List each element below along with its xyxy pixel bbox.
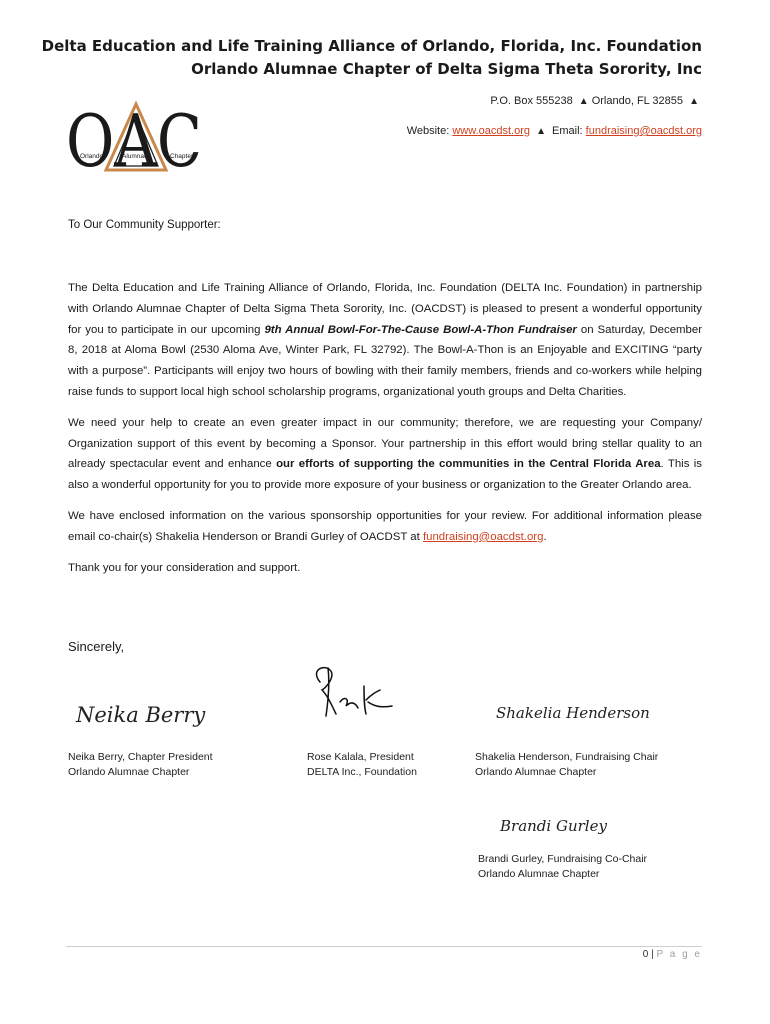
paragraph-request xyxy=(68,413,702,496)
website-link[interactable]: www.oacdst.org xyxy=(452,125,530,137)
city-state-zip: Orlando, FL 32855 xyxy=(591,95,684,107)
org-title-line-1: Delta Education and Life Training Alliance of Orlando, Florida, Inc. Foundation xyxy=(41,37,702,55)
email-label: Email: xyxy=(552,125,583,137)
paragraph-text: . This is also a wonderful opportunity for you to provide more exposure of your business or organization to the Greater Orlando area. xyxy=(68,458,702,492)
event-name: 9th Annual Bowl-For-The-Cause Bowl-A-Thon Fundraiser xyxy=(264,323,577,336)
svg-text:Alumnae: Alumnae xyxy=(122,153,148,160)
paragraph-text: on Saturday, December 8, 2018 at Aloma Bowl (2530 Aloma Ave, Winter Park, FL 32792). The Bowl-A-Thon is an Enjoyable and EXCITING “party with a purpose”. Participants will enjoy two hours of bowling with their family members, friends and co-workers while helping raise funds to support local high school scholarship programs, organizational youth groups and Delta Charities. xyxy=(68,323,702,398)
signer-name-title: Shakelia Henderson, Fundraising Chair xyxy=(475,751,659,763)
signer-shakelia-henderson xyxy=(475,750,658,780)
signer-organization: Orlando Alumnae Chapter xyxy=(478,868,600,880)
email-link[interactable]: fundraising@oacdst.org xyxy=(422,530,544,543)
page-number-separator: | xyxy=(651,949,654,960)
salutation: To Our Community Supporter: xyxy=(68,219,221,231)
signature-shakelia-henderson xyxy=(494,698,654,726)
svg-text:Orlando: Orlando xyxy=(80,153,104,160)
mailing-address xyxy=(490,95,702,107)
page-label: P a g e xyxy=(656,949,702,960)
signer-organization: DELTA Inc., Foundation xyxy=(307,766,417,778)
paragraph-intro xyxy=(68,278,702,403)
separator-triangle-icon: ▲ xyxy=(689,96,699,107)
po-box: P.O. Box 555238 xyxy=(490,95,573,107)
org-title-line-2: Orlando Alumnae Chapter of Delta Sigma Theta Sorority, Inc xyxy=(191,60,702,78)
closing: Sincerely, xyxy=(68,639,125,654)
svg-text:Brandi Gurley: Brandi Gurley xyxy=(500,817,607,835)
paragraph-text: We need your help to create an even greater impact in our community; therefore, we are requesting your Company/ Organization support of this event by becoming a Sponsor. Your partnership in this effort would bring stellar quality to an already spectacular event and enhance xyxy=(68,416,702,471)
svg-text:Shakelia Henderson: Shakelia Henderson xyxy=(496,704,650,722)
svg-text:OAC: OAC xyxy=(66,100,202,176)
paragraph-text: . xyxy=(543,530,547,543)
web-contact xyxy=(407,125,702,137)
separator-triangle-icon: ▲ xyxy=(578,96,589,107)
email-link[interactable]: fundraising@oacdst.org xyxy=(585,125,702,137)
paragraph-thanks: Thank you for your consideration and support. xyxy=(68,561,301,574)
signer-rose-kalala xyxy=(307,750,417,780)
signer-neika-berry xyxy=(68,750,213,780)
paragraph-contact xyxy=(68,506,702,548)
letter-body xyxy=(68,278,702,588)
signer-brandi-gurley xyxy=(478,852,647,882)
signature-rose-kalala xyxy=(306,662,396,722)
paragraph-text: We have enclosed information on the various sponsorship opportunities for your review. For additional information please email co-chair(s) Shakelia Henderson or Brandi Gurley of OACDST at xyxy=(68,509,702,543)
signer-name-title: Rose Kalala, President xyxy=(307,751,414,763)
signer-organization: Orlando Alumnae Chapter xyxy=(68,766,190,778)
page-number xyxy=(643,949,702,960)
page-number-value: 0 xyxy=(642,949,649,960)
signer-organization: Orlando Alumnae Chapter xyxy=(475,766,597,778)
signature-brandi-gurley xyxy=(498,811,628,839)
paragraph-text: The Delta Education and Life Training Alliance of Orlando, Florida, Inc. Foundation (DELTA Inc. Foundation) in partnership with Orlando Alumnae Chapter of Delta Sigma Theta Sorority, Inc. (OACDST) is pleased to present a wonderful opportunity for you to participate in our upcoming xyxy=(68,282,702,336)
signature-neika-berry xyxy=(72,694,222,730)
svg-text:Chapter: Chapter xyxy=(170,153,194,160)
signer-name-title: Neika Berry, Chapter President xyxy=(68,751,213,763)
separator-triangle-icon: ▲ xyxy=(536,126,546,137)
website-label: Website: xyxy=(406,125,450,137)
footer-divider xyxy=(66,946,702,947)
emphasis-text: our efforts of supporting the communities in the Central Florida Area xyxy=(276,458,661,471)
svg-text:Neika Berry: Neika Berry xyxy=(76,703,206,727)
signer-name-title: Brandi Gurley, Fundraising Co-Chair xyxy=(478,853,648,865)
oac-logo xyxy=(66,100,202,176)
